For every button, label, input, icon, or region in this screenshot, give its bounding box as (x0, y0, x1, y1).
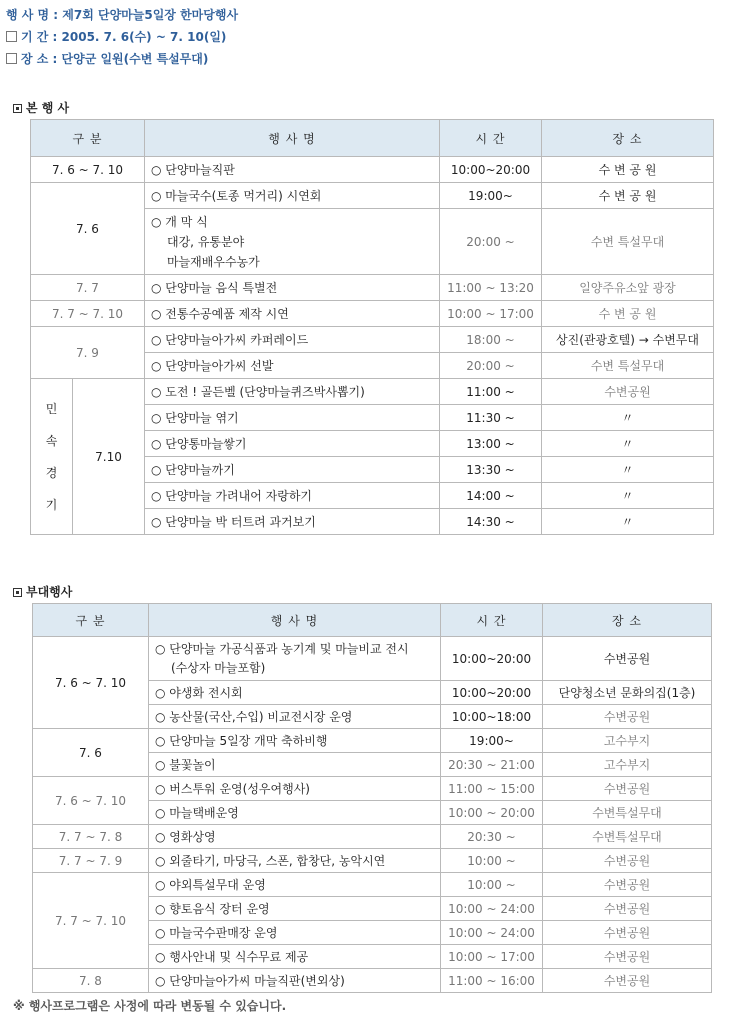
footer-note: ※ 행사프로그램은 사정에 따라 변동될 수 있습니다. (13, 999, 287, 1013)
header-time: 시 간 (441, 604, 543, 637)
table-row: ○ 마늘택배운영 10:00 ~ 20:00 수변특설무대 (33, 801, 712, 825)
table-row: 7. 6 ~ 7. 10 ○ 버스투워 운영(성우여행사) 11:00 ~ 15:00 수변공원 (33, 777, 712, 801)
table-row: 7. 9 ○ 단양마늘아가씨 카퍼레이드 18:00 ~ 상진(관광호텔) → 수변무대 (31, 327, 714, 353)
header-time: 시 간 (440, 120, 542, 157)
table-row: ○ 개 막 식 대강, 유통분야 마늘재배우수농가 20:00 ~ 수변 특설무대 (31, 209, 714, 275)
table-row: 7. 7 ~ 7. 10 ○ 전통수공예품 제작 시연 10:00 ~ 17:00 수 변 공 원 (31, 301, 714, 327)
table-row: 7. 7 ~ 7. 9 ○ 외줄타기, 마당극, 스폰, 합창단, 농악시연 10:00 ~ 수변공원 (33, 849, 712, 873)
table-row: ○ 행사안내 및 식수무료 제공 10:00 ~ 17:00 수변공원 (33, 945, 712, 969)
table-row: 7. 7 ○ 단양마늘 음식 특별전 11:00 ~ 13:20 일양주유소앞 광장 (31, 275, 714, 301)
table-row: ○ 야생화 전시회 10:00~20:00 단양청소년 문화의집(1층) (33, 681, 712, 705)
table-row: ○ 단양마늘아가씨 선발 20:00 ~ 수변 특설무대 (31, 353, 714, 379)
main-section-title: 본 행 사 (13, 99, 69, 116)
header-category: 구 분 (33, 604, 149, 637)
header-place: 장 소 (543, 604, 712, 637)
bullet-square-icon (13, 104, 22, 113)
table-row: 7. 6 ~ 7. 10 ○ 단양마늘 가공식품과 농기계 및 마늘비교 전시 (수상자 마늘포함) 10:00~20:00 수변공원 (33, 637, 712, 681)
side-event-table (32, 603, 712, 993)
checkbox-icon (6, 31, 17, 42)
table-row: 7. 6 ○ 단양마늘 5일장 개막 축하비행 19:00~ 고수부지 (33, 729, 712, 753)
table-row: 7. 8 ○ 단양마늘아가씨 마늘직판(변외상) 11:00 ~ 16:00 수변공원 (33, 969, 712, 993)
header-place: 장 소 (542, 120, 714, 157)
table-row: ○ 농산물(국산,수입) 비교전시장 운영 10:00~18:00 수변공원 (33, 705, 712, 729)
header-event-name: 행 사 명 (149, 604, 441, 637)
header-category: 구 분 (31, 120, 145, 157)
folk-games-label: 민 속 경 기 (31, 379, 73, 535)
table-row: 7. 6 ○ 마늘국수(토종 먹거리) 시연회 19:00~ 수 변 공 원 (31, 183, 714, 209)
event-place-line: 장 소 : 단양군 일원(수변 특설무대) (6, 50, 208, 67)
main-event-table (30, 119, 714, 535)
table-row: 7. 7 ~ 7. 10 ○ 야외특설무대 운영 10:00 ~ 수변공원 (33, 873, 712, 897)
table-row: ○ 단양마늘 엮기 11:30 ~ 〃 (31, 405, 714, 431)
table-row: ○ 단양마늘까기 13:30 ~ 〃 (31, 457, 714, 483)
table-row: 7. 7 ~ 7. 8 ○ 영화상영 20:30 ~ 수변특설무대 (33, 825, 712, 849)
table-row: ○ 단양마늘 가려내어 자랑하기 14:00 ~ 〃 (31, 483, 714, 509)
checkbox-icon (6, 53, 17, 64)
table-row: 7. 6 ~ 7. 10 ○ 단양마늘직판 10:00~20:00 수 변 공 원 (31, 157, 714, 183)
table-row: ○ 마늘국수판매장 운영 10:00 ~ 24:00 수변공원 (33, 921, 712, 945)
bullet-square-icon (13, 588, 22, 597)
side-section-title: 부대행사 (13, 583, 72, 600)
header-event-name: 행 사 명 (145, 120, 440, 157)
event-period-line: 기 간 : 2005. 7. 6(수) ~ 7. 10(일) (6, 28, 226, 45)
event-name-line: 행 사 명 : 제7회 단양마늘5일장 한마당행사 (6, 8, 239, 22)
table-row: ○ 단양통마늘쌓기 13:00 ~ 〃 (31, 431, 714, 457)
table-row: 민 속 경 기 7.10 ○ 도전 ! 골든벨 (단양마늘퀴즈박사뽑기) 11:00 ~ 수변공원 (31, 379, 714, 405)
table-row: ○ 향토음식 장터 운영 10:00 ~ 24:00 수변공원 (33, 897, 712, 921)
table-row: ○ 단양마늘 박 터트려 과거보기 14:30 ~ 〃 (31, 509, 714, 535)
table-row: ○ 불꽃놀이 20:30 ~ 21:00 고수부지 (33, 753, 712, 777)
